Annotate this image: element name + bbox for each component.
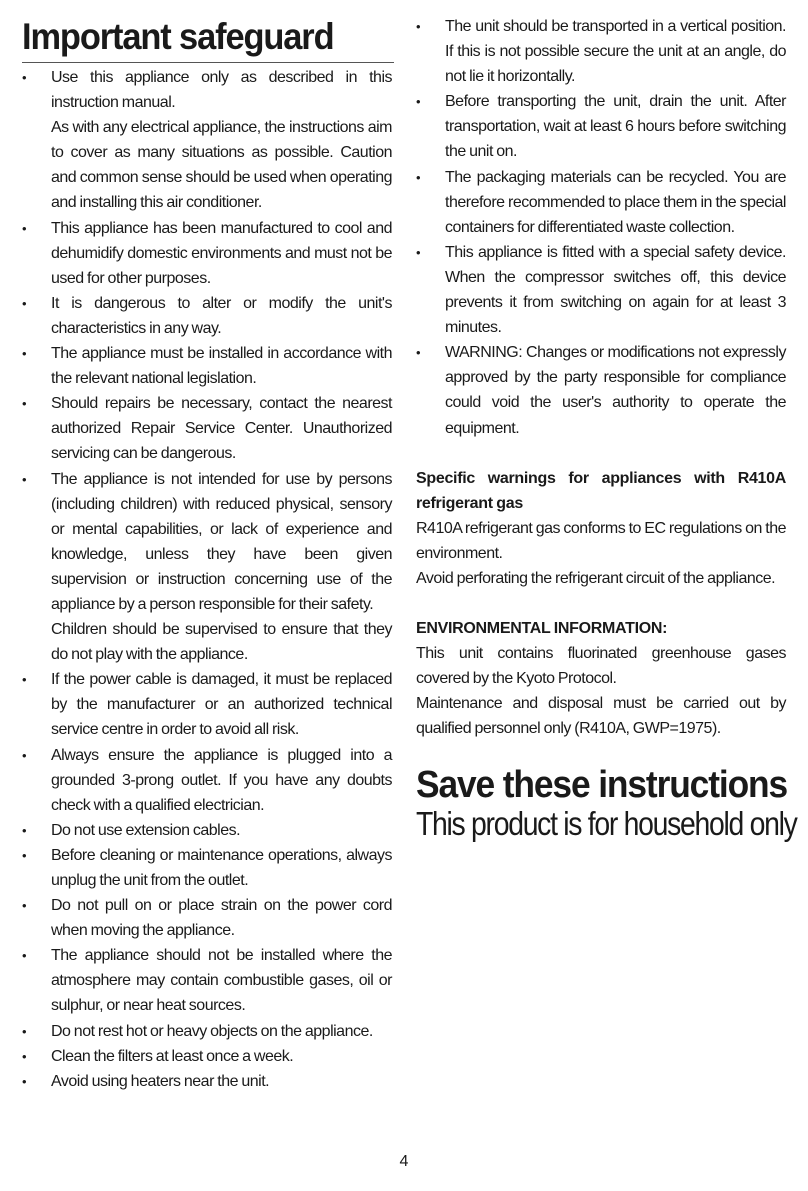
safeguard-item [22, 943, 392, 1018]
bullet-icon: • [22, 70, 27, 85]
safeguard-item [22, 893, 392, 943]
bullet-icon: • [22, 747, 27, 763]
safeguard-item-text: Children should be supervised to ensure that they do not play with the appliance. [51, 621, 392, 664]
safeguard-item-text: Before transporting the unit, drain the unit. After transportation, wait at least 6 hours before switching the unit on. [445, 93, 786, 161]
bullet-icon: • [22, 295, 27, 311]
safeguard-item-text: If the power cable is damaged, it must be replaced by the manufacturer or an authorized technical service centre in order to avoid all risk. [51, 671, 392, 739]
bullet-icon: • [22, 948, 27, 964]
safeguard-item [22, 1069, 392, 1094]
safeguard-item-text: Avoid using heaters near the unit. [51, 1072, 270, 1090]
safeguard-item [22, 843, 392, 893]
specific-warnings-text-2: Avoid perforating the refrigerant circuit of the appliance. [416, 569, 776, 587]
bullet-icon: • [22, 1023, 27, 1039]
safeguard-item-text: This appliance is fitted with a special safety device. When the compressor switches off, this device prevents it from switching on again for at least 3 minutes. [445, 243, 786, 337]
environmental-text-2: Maintenance and disposal must be carried out by qualified personnel only (R410A, GWP=1975). [416, 695, 786, 738]
specific-warnings-section [416, 466, 786, 591]
save-instructions-block [416, 763, 797, 843]
safeguard-item [22, 1044, 392, 1069]
bullet-icon: • [416, 94, 421, 110]
safeguard-item-text: The appliance must be installed in accordance with the relevant national legislation. [51, 345, 392, 388]
safeguard-item [22, 1019, 392, 1044]
bullet-icon: • [22, 471, 27, 487]
page-number: 4 [399, 1153, 409, 1170]
safeguard-item [416, 14, 786, 89]
safeguard-item-text: The unit should be transported in a vertical position. If this is not possible secure the unit at an angle, do not lie it horizontally. [445, 18, 786, 86]
safeguard-item-text: Do not pull on or place strain on the power cord when moving the appliance. [51, 897, 392, 940]
safeguard-item-text: As with any electrical appliance, the instructions aim to cover as many situations as possible. Caution and common sense should be used when operating and installing this air conditioner. [51, 119, 392, 212]
safeguard-item [22, 291, 392, 341]
specific-warnings-heading: Specific warnings for appliances with R410A refrigerant gas [416, 469, 786, 512]
safeguard-item-text: It is dangerous to alter or modify the unit's characteristics in any way. [51, 294, 392, 337]
safeguard-item-text: The appliance is not intended for use by persons (including children) with reduced physical, sensory or mental capabilities, or lack of experience and knowledge, unless they have been given supervision or instruction concerning use of the appliance by a person responsible for their safety. [51, 470, 392, 613]
bullet-icon: • [22, 396, 27, 412]
bullet-icon: • [22, 672, 27, 688]
safeguard-item [22, 391, 392, 466]
environmental-text-1: This unit contains fluorinated greenhouse gases covered by the Kyoto Protocol. [416, 645, 786, 688]
safeguard-item-text: Should repairs be necessary, contact the nearest authorized Repair Service Center. Unauthorized servicing can be dangerous. [51, 395, 392, 463]
safeguard-item-text: The appliance should not be installed where the atmosphere may contain combustible gases, oil or sulphur, or near heat sources. [51, 947, 392, 1015]
bullet-icon: • [22, 847, 27, 863]
safeguard-item [22, 65, 392, 216]
safeguard-item-text: Do not rest hot or heavy objects on the appliance. [51, 1022, 373, 1040]
environmental-heading: ENVIRONMENTAL INFORMATION: [416, 620, 668, 638]
save-instructions-title: Save these instructions [416, 763, 788, 806]
bullet-icon: • [416, 169, 421, 185]
safeguard-item-text: Clean the filters at least once a week. [51, 1047, 294, 1065]
bullet-icon: • [22, 346, 27, 362]
safeguard-item [416, 240, 786, 340]
safeguard-item-text: WARNING: Changes or modifications not expressly approved by the party responsible for compliance could void the user's authority to operate the equipment. [445, 344, 786, 437]
safeguard-item [22, 743, 392, 818]
right-column [416, 14, 797, 843]
bullet-icon: • [22, 220, 27, 236]
household-only-subtitle: This product is for household only [416, 804, 797, 842]
bullet-icon: • [22, 1048, 27, 1064]
safeguard-list-left [22, 65, 392, 1094]
safeguard-item [22, 216, 392, 291]
bullet-icon: • [22, 898, 27, 914]
safeguard-item-text: Always ensure the appliance is plugged into a grounded 3-prong outlet. If you have any doubts check with a qualified electrician. [51, 746, 392, 814]
safeguard-item [416, 340, 786, 440]
left-column [22, 14, 392, 1094]
safeguard-item-text: Before cleaning or maintenance operations, always unplug the unit from the outlet. [51, 846, 392, 889]
safeguard-item-text: The packaging materials can be recycled. You are therefore recommended to place them in the special containers for differentiated waste collection. [445, 168, 786, 236]
bullet-icon: • [416, 244, 421, 260]
safeguard-item-text: This appliance has been manufactured to cool and dehumidify domestic environments and must not be used for other purposes. [51, 219, 392, 287]
safeguard-list-right [416, 14, 786, 441]
bullet-icon: • [416, 345, 421, 361]
safeguard-item-text: Do not use extension cables. [51, 821, 241, 839]
safeguard-item-text: Use this appliance only as described in this instruction manual. [51, 69, 392, 112]
safeguard-item [416, 165, 786, 240]
safeguard-item [22, 667, 392, 742]
specific-warnings-text-1: R410A refrigerant gas conforms to EC regulations on the environment. [416, 519, 786, 562]
environmental-section [416, 616, 786, 741]
bullet-icon: • [22, 822, 27, 838]
page-title: Important safeguard [22, 14, 394, 63]
bullet-icon: • [416, 19, 421, 34]
safeguard-item [22, 341, 392, 391]
safeguard-item [22, 818, 392, 843]
safeguard-item [416, 89, 786, 164]
bullet-icon: • [22, 1073, 27, 1089]
safeguard-item [22, 467, 392, 668]
